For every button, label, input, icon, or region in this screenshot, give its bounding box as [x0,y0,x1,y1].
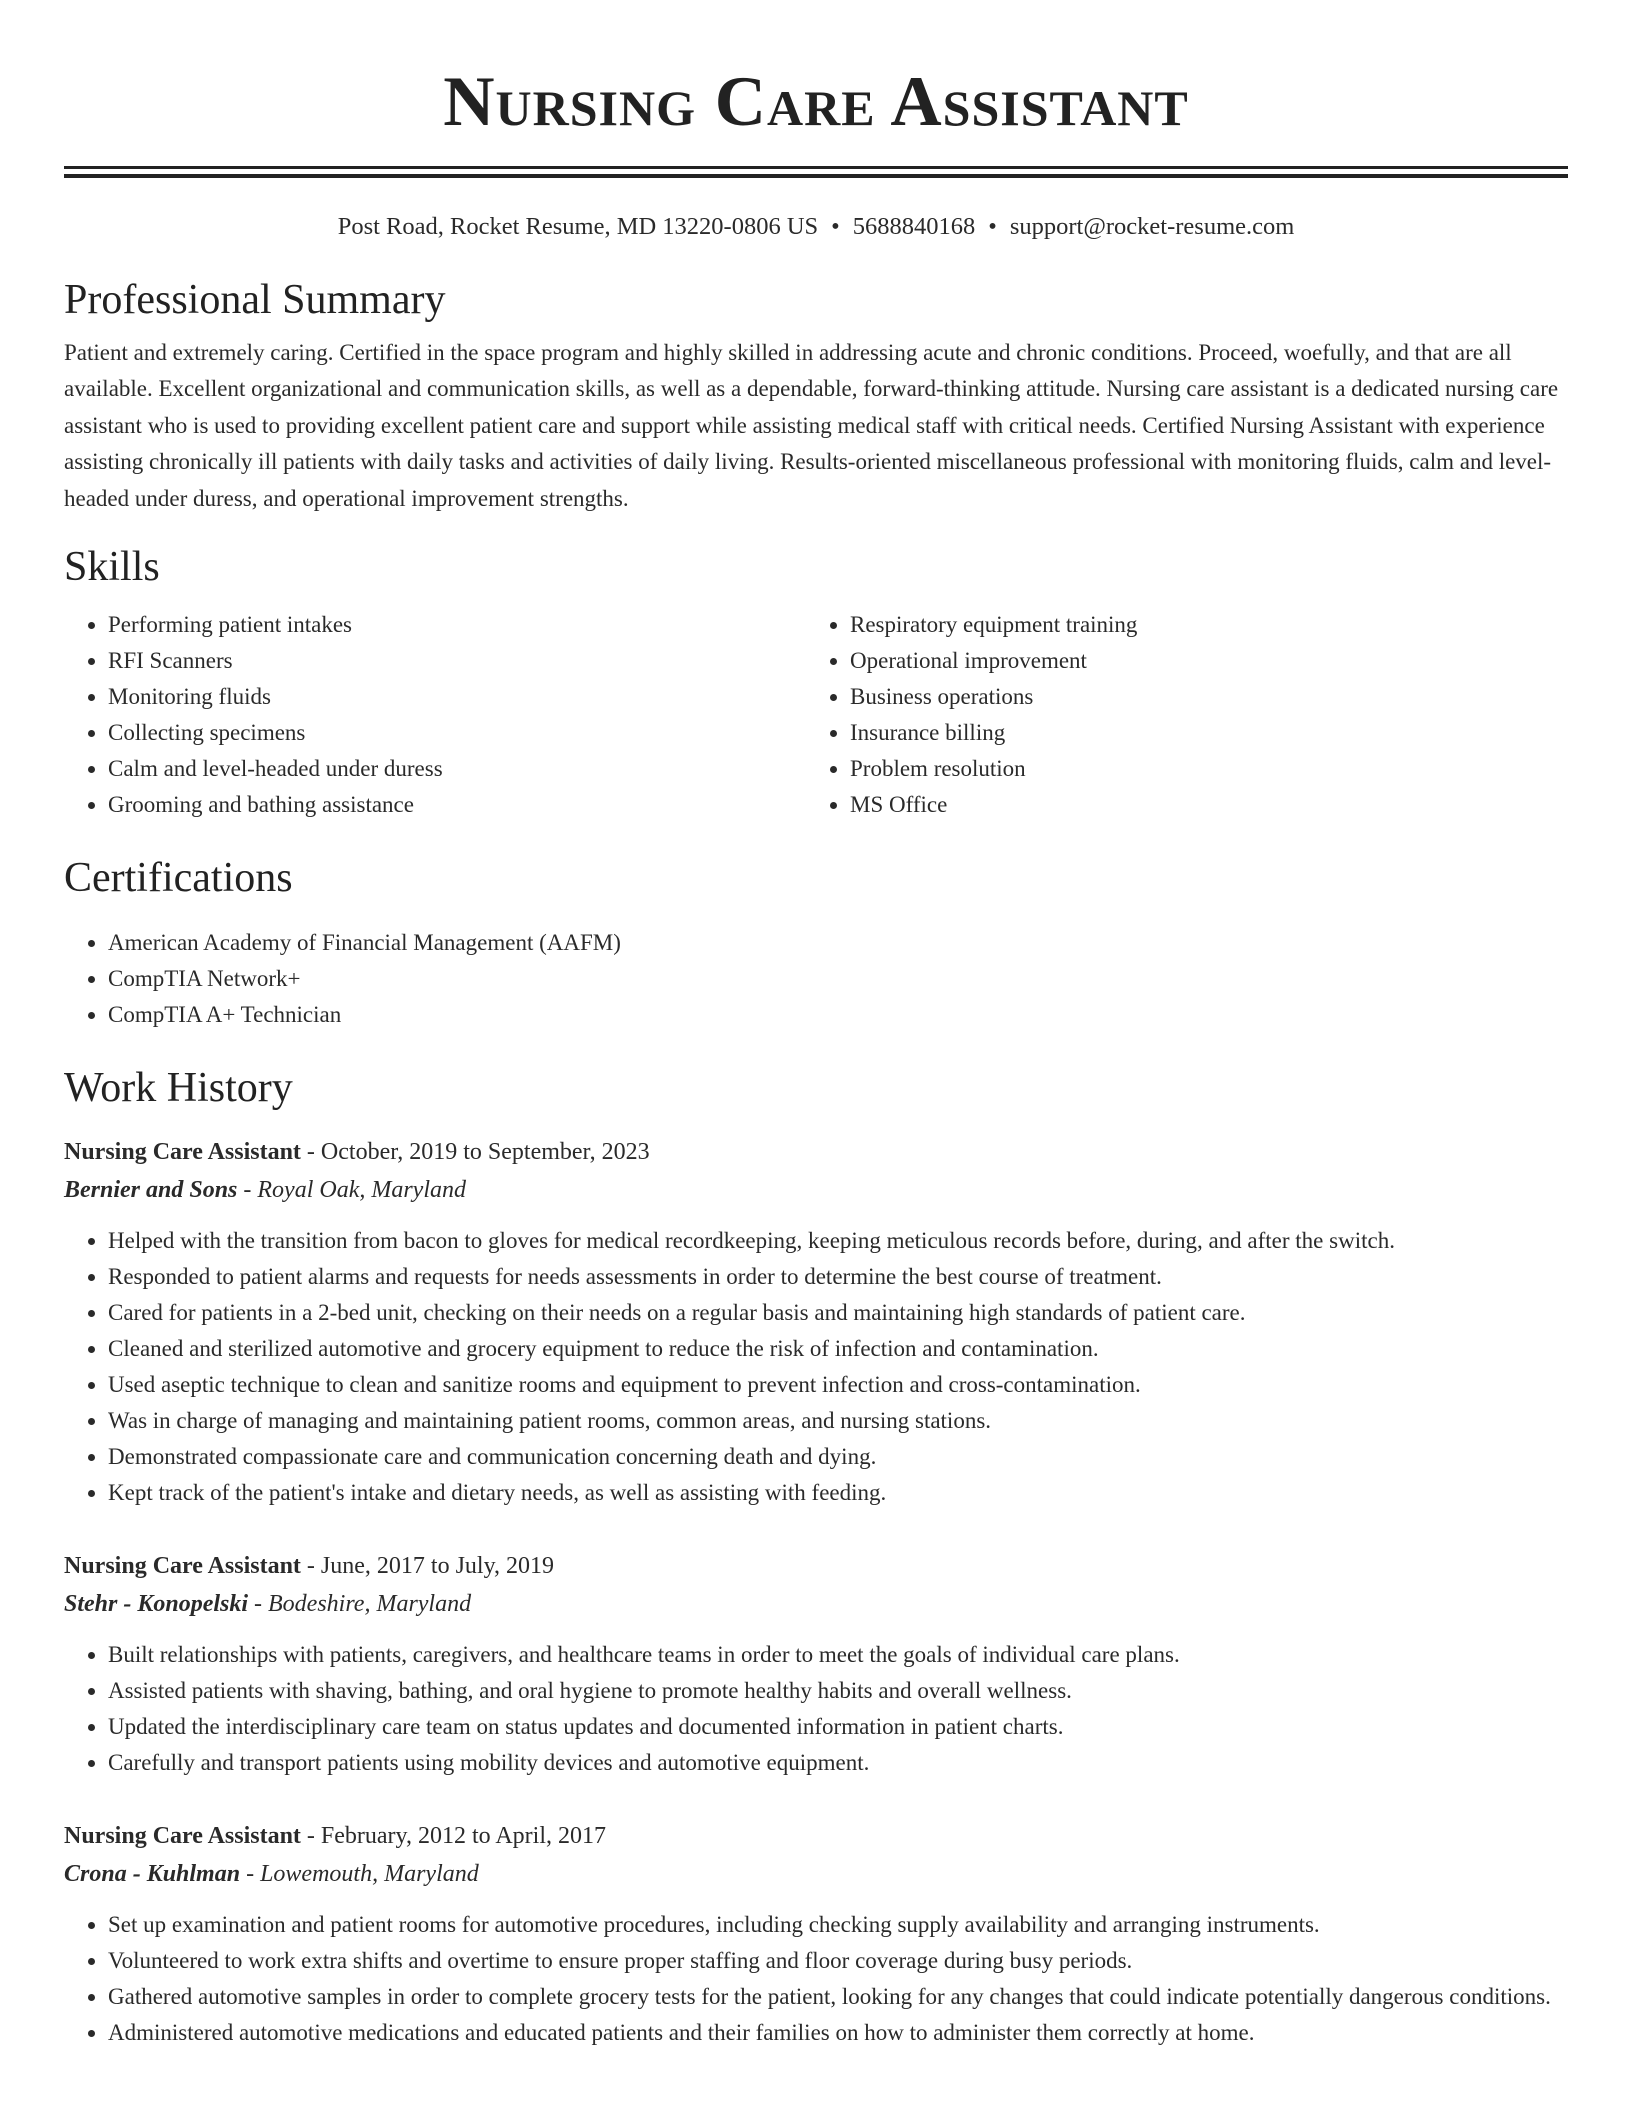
header-rule-thick [64,174,1568,178]
skill-item: • Performing patient intakes [108,607,806,643]
job-bullet: • Used aseptic technique to clean and sanitize rooms and equipment to prevent infection and cross-contamination. [108,1367,1568,1403]
skill-item: • Respiratory equipment training [850,607,1548,643]
contact-separator: • [831,213,840,240]
skill-item: • Calm and level-headed under duress [108,751,806,787]
skill-item: • Grooming and bathing assistance [108,787,806,823]
skill-item: • Problem resolution [850,751,1548,787]
job-bullet: • Volunteered to work extra shifts and overtime to ensure proper staffing and floor coverage during busy periods. [108,1943,1568,1979]
job-bullet: • Carefully and transport patients using mobility devices and automotive equipment. [108,1745,1568,1781]
resume-page [64,0,1568,2051]
certification-item: • CompTIA A+ Technician [108,997,1568,1033]
summary-heading: Professional Summary [64,277,446,323]
job-company-line [64,1855,1568,1893]
contact-separator: • [988,213,997,240]
skills-list-left [64,607,806,823]
job-bullet: • Cared for patients in a 2-bed unit, checking on their needs on a regular basis and maintaining high standards of patient care. [108,1295,1568,1331]
skills-heading: Skills [64,544,160,591]
job-bullet: • Gathered automotive samples in order to complete grocery tests for the patient, looking for any changes that could indicate potentially dangerous conditions. [108,1979,1568,2015]
job-entry [64,1133,1568,1511]
job-company: Stehr - Konopelski [64,1591,249,1618]
job-company-line [64,1171,1568,1209]
job-bullet: • Responded to patient alarms and requests for needs assessments in order to determine the best course of treatment. [108,1259,1568,1295]
skills-columns [64,607,1568,823]
skill-item: • Collecting specimens [108,715,806,751]
job-bullet: • Built relationships with patients, caregivers, and healthcare teams in order to meet the goals of individual care plans. [108,1637,1568,1673]
job-title: Nursing Care Assistant [64,1823,301,1850]
skill-item: • Business operations [850,679,1548,715]
job-bullets [64,1907,1568,2051]
job-bullet: • Was in charge of managing and maintaining patient rooms, common areas, and nursing stations. [108,1403,1568,1439]
job-dates: - June, 2017 to July, 2019 [300,1553,555,1580]
job-bullet: • Helped with the transition from bacon to gloves for medical recordkeeping, keeping meticulous records before, during, and after the switch. [108,1223,1568,1259]
job-bullet: • Kept track of the patient's intake and dietary needs, as well as assisting with feeding. [108,1475,1568,1511]
job-bullet: • Cleaned and sterilized automotive and grocery equipment to reduce the risk of infection and contamination. [108,1331,1568,1367]
job-title: Nursing Care Assistant [64,1553,301,1580]
skills-list-right [806,607,1548,823]
job-dates: - February, 2012 to April, 2017 [300,1823,606,1850]
job-bullet: • Updated the interdisciplinary care team on status updates and documented information in patient charts. [108,1709,1568,1745]
header-rule-thin [64,166,1568,169]
job-location: - Lowemouth, Maryland [240,1861,479,1888]
contact-phone: 5688840168 [852,213,976,240]
skill-item: • Insurance billing [850,715,1548,751]
resume-name: Nursing Care Assistant [443,63,1189,141]
skill-item: • Operational improvement [850,643,1548,679]
job-bullet: • Demonstrated compassionate care and communication concerning death and dying. [108,1439,1568,1475]
job-title: Nursing Care Assistant [64,1139,301,1166]
job-entry [64,1817,1568,2051]
summary-text: Patient and extremely caring. Certified in the space program and highly skilled in addressing acute and chronic conditions. Proceed, woefully, and that are all available. Excellent organizational and communication skills, as well as a dependable, forward-thinking attitude. Nursing care assistant is a dedicated nursing care assistant who is used to providing excellent patient care and support while assisting medical staff with critical needs. Certified Nursing Assistant with experience assisting chronically ill patients with daily tasks and activities of daily living. Results-oriented miscellaneous professional with monitoring fluids, calm and level-headed under duress, and operational improvement strengths. [64,340,1559,511]
skill-item: • RFI Scanners [108,643,806,679]
job-bullet: • Assisted patients with shaving, bathing, and oral hygiene to promote healthy habits and overall wellness. [108,1673,1568,1709]
skill-item: • MS Office [850,787,1548,823]
contact-line [64,212,1568,242]
job-bullet: • Set up examination and patient rooms for automotive procedures, including checking supply availability and arranging instruments. [108,1907,1568,1943]
certifications-list [64,925,1568,1033]
job-bullet: • Administered automotive medications and educated patients and their families on how to administer them correctly at home. [108,2015,1568,2051]
job-dates: - October, 2019 to September, 2023 [300,1139,650,1166]
certification-item: • American Academy of Financial Management (AAFM) [108,925,1568,961]
job-company: Crona - Kuhlman [64,1861,241,1888]
job-bullets [64,1223,1568,1511]
certifications-heading: Certifications [64,855,293,902]
certification-item: • CompTIA Network+ [108,961,1568,997]
contact-address: Post Road, Rocket Resume, MD 13220-0806 US [337,213,819,240]
job-location: - Bodeshire, Maryland [248,1591,472,1618]
skill-item: • Monitoring fluids [108,679,806,715]
contact-email: support@rocket-resume.com [1009,213,1295,240]
job-company-line [64,1585,1568,1623]
job-location: - Royal Oak, Maryland [237,1177,466,1204]
job-entry [64,1547,1568,1781]
job-bullets [64,1637,1568,1781]
job-company: Bernier and Sons [64,1177,238,1204]
job-header [64,1817,1568,1855]
job-header [64,1547,1568,1585]
work-history-heading: Work History [64,1065,293,1112]
job-header [64,1133,1568,1171]
